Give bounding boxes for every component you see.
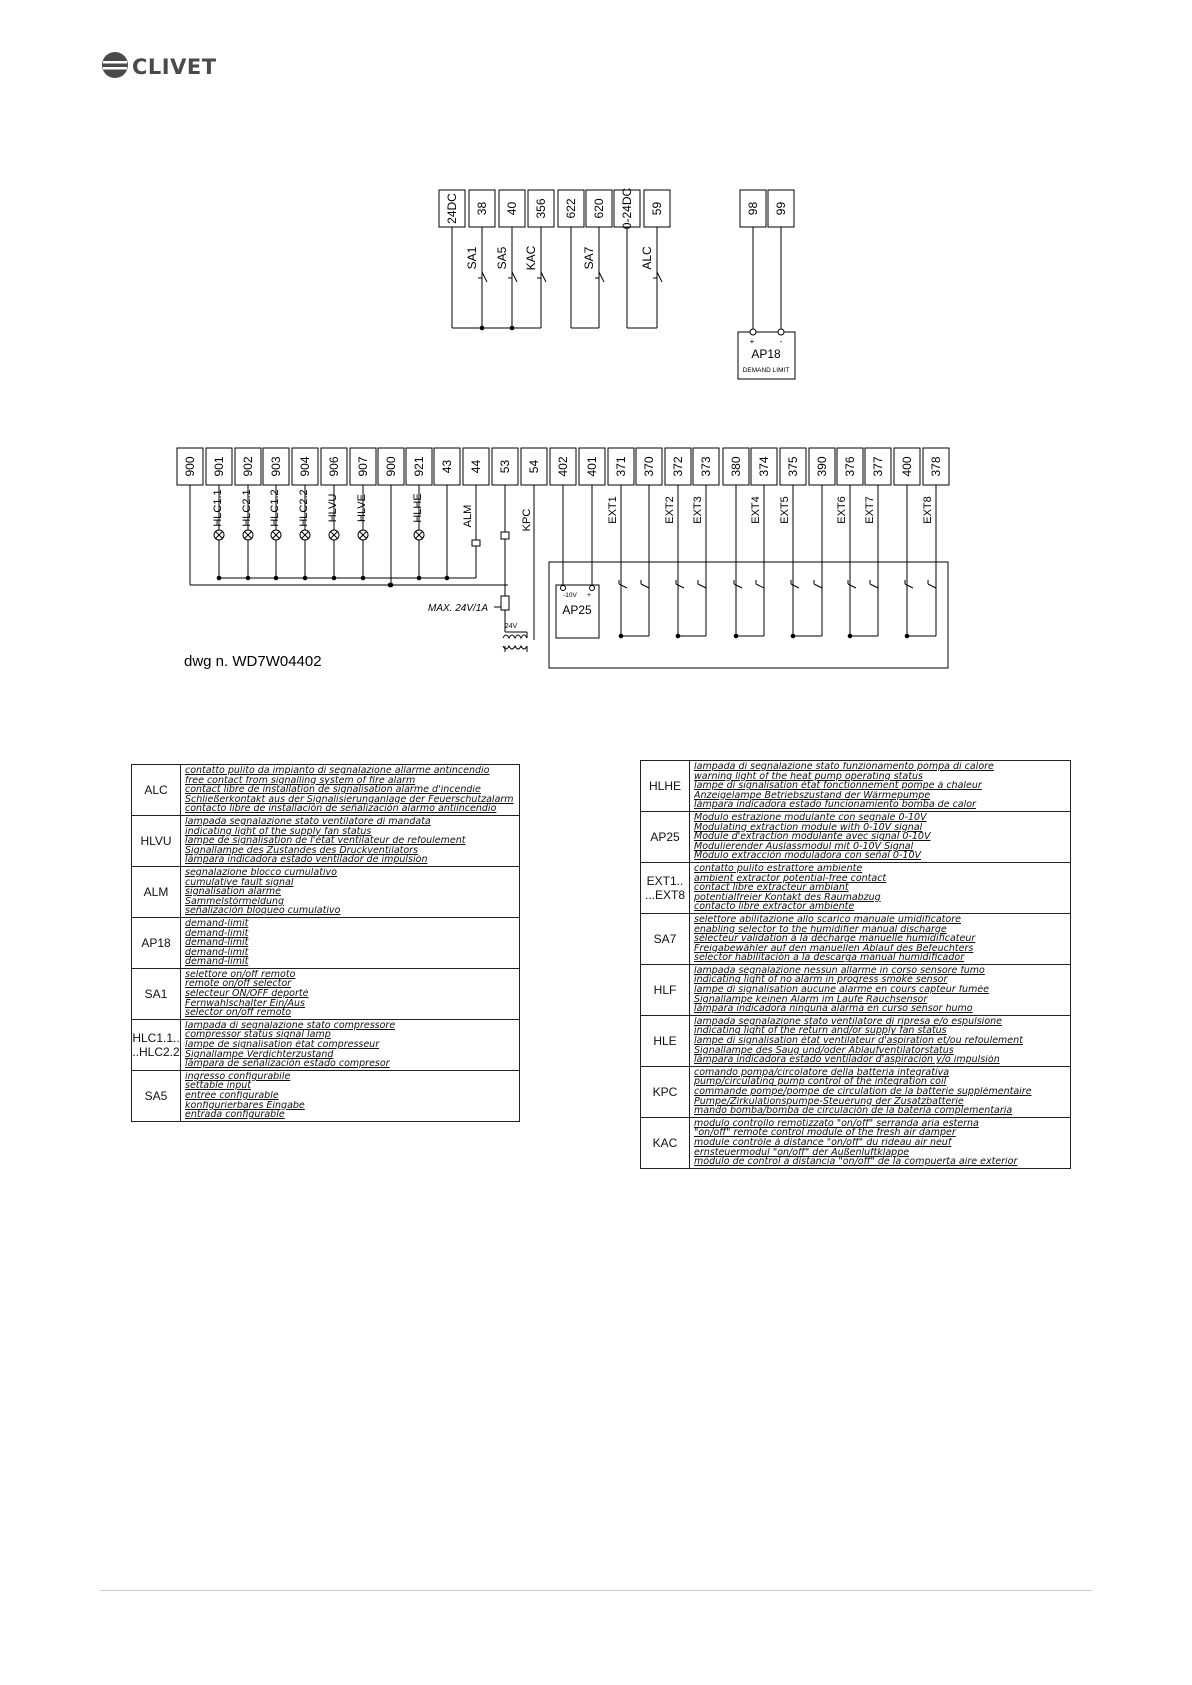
legend-code: HLHE [641,761,690,812]
junction-dot [480,326,484,330]
legend-description-line: indicating light of the supply fan status [185,826,372,837]
lamp-label: HLVE [356,494,368,522]
lamp-label: HLC1.2 [269,489,281,527]
pin-icon [561,586,566,591]
top-left-circuit [439,187,670,329]
pin-label: + [586,592,592,599]
legend-description [181,866,520,917]
legend-description-line: modulo controllo remotizzato "on/off" serranda aria esterna [694,1118,979,1129]
terminal-number: 400 [900,456,914,477]
ap18-label: AP18 [751,347,781,361]
terminal-number: 0-24DC [620,187,634,230]
legend-description-line: Modulo estrazione modulante con segnale 0-10V [694,812,927,823]
lamp-label: HLHE [412,493,424,523]
terminal-number: 377 [871,456,885,477]
legend-description [690,964,1071,1015]
legend-description-line: segnalazione blocco cumulativo [185,867,337,878]
terminal-number: 375 [786,456,800,477]
ext-label: EXT6 [836,496,848,524]
legend-description-line: lampe di signalisation état ventilateur d'aspiration et/ou refoulement [694,1036,1023,1046]
legend-description-line: demand-limit [185,947,249,958]
legend-description-line: Modulierender Auslassmodul mit 0-10V Signal [694,841,914,852]
pin-icon [778,329,784,335]
legend-row [132,866,520,917]
legend-description-line: Modulating extraction module with 0-10V signal [694,822,923,833]
terminal-number: 901 [212,456,226,477]
legend-description-line: lampada segnalazione stato ventilatore di ripresa e/o espulsione [694,1016,1002,1027]
junction-dot [791,634,795,638]
junction-dot [619,634,623,638]
legend-description-line: indicating light of the return and/or supply fan status [694,1026,947,1037]
terminal-number: 900 [183,456,197,477]
terminal-number: 54 [527,459,541,474]
legend-description-line: pump/circulating pump control of the integration coil [694,1077,947,1087]
legend-description-line: signalisation alarme [185,887,282,897]
legend-description-line: lampe di signalisation état fonctionnement pompe à chaleur [694,781,982,791]
legend-description-line: selettore abilitazione allo scarico manuale umidificatore [694,914,961,925]
transformer-label: 24V [504,623,518,630]
bottom-circuit [177,448,949,668]
legend-code: KAC [641,1117,690,1168]
terminal-number: 622 [564,198,578,219]
junction-dot [510,326,514,330]
junction-dot [676,634,680,638]
switch-contact-icon [756,584,764,588]
terminal-number: 907 [356,456,370,477]
terminal-number: 380 [729,456,743,477]
switch-contact-icon [541,272,546,282]
legend-code: SA7 [641,913,690,964]
terminal-number: 906 [327,456,341,477]
legend-code: AP18 [132,917,181,968]
lamp-label: HLC2.1 [241,489,253,527]
terminal-number: 53 [498,459,512,474]
legend-description-line: Módulo extracción moduladora con señal 0-10V [694,851,921,861]
terminal-number: 98 [746,201,760,216]
pin-label: - [779,337,783,346]
switch-label: SA5 [495,246,509,270]
legend-description-line: compressor status signal lamp [185,1030,331,1041]
legend-description-line: warning light of the heat pump operating status [694,771,923,782]
lamp-label: HLC1.1 [212,489,224,527]
pin-label: + [749,337,755,346]
legend-row [641,862,1071,913]
legend-description-line: Pumpe/Zirkulationspumpe-Steuerung der Zusatzbatterie [694,1096,964,1107]
legend-code: HLF [641,964,690,1015]
legend-row [132,1070,520,1121]
switch-contact-icon [734,584,742,588]
junction-dot [361,576,365,580]
terminal-number: 401 [585,456,599,477]
junction-dot [848,634,852,638]
legend-row [132,765,520,816]
legend-description-line: Module d'extraction modulante avec signal 0-10V [694,832,931,842]
legend-description-line: contatto pulito estrattore ambiente [694,863,863,874]
switch-contact-icon [814,584,822,588]
terminal-number: 373 [699,456,713,477]
junction-dot [417,576,421,580]
legend-description-line: ernsteuermodul "on/off" der Außenluftklappe [694,1147,910,1158]
fuse-icon [501,596,509,610]
legend-row [641,761,1071,812]
legend-description-line: lampe de signalisation état compresseur [185,1040,380,1050]
legend-row [132,1019,520,1070]
junction-dot [217,576,221,580]
legend-description-line: entrada configurable [185,1110,285,1120]
legend-table-right [640,760,1071,1169]
terminal-number: 378 [929,456,943,477]
legend-description-line: demand-limit [185,928,249,939]
legend-description-line: lampada di segnalazione stato compressore [185,1020,396,1031]
legend-description-line: comando pompa/circolatore della batteria integrativa [694,1067,950,1078]
legend-description-line: free contact from signalling system of fire alarm [185,775,416,786]
switch-contact-icon [905,584,913,588]
ext-label: EXT3 [692,496,704,524]
legend-row [641,913,1071,964]
legend-description-line: lampada di segnalazione stato funzionamento pompa di calore [694,762,994,772]
switch-contact-icon [512,272,517,282]
legend-description-line: módulo de control a distancia "on/off" de la compuerta aire exterior [694,1157,1018,1167]
switch-contact-icon [791,584,799,588]
legend-code: HLVU [132,815,181,866]
legend-description-line: lámpara indicadora estado ventilador d'aspiración y/o impulsión [694,1055,1000,1065]
pin-label: -10V [563,592,577,599]
terminal-number: 43 [440,459,454,474]
junction-dot [274,576,278,580]
terminal-number: 376 [843,456,857,477]
legend-description-line: Signallampe keinen Alarm im Laufe Rauchsensor [694,994,928,1005]
ext-label: EXT8 [922,496,934,524]
lamp-label: HLVU [327,493,339,523]
terminal-number: 372 [671,456,685,477]
junction-dot [905,634,909,638]
legend-description-line: entrée configurable [185,1091,279,1101]
terminal-number: 99 [774,201,788,216]
legend-description-line: selector on/off remoto [185,1008,292,1018]
ap25-label: AP25 [562,603,592,617]
legend-description-line: Anzeigelampe Betriebszustand der Wärmepumpe [694,790,931,801]
junction-dot [303,576,307,580]
ext-label: EXT2 [664,496,676,524]
legend-description [690,913,1071,964]
drawing-number: dwg n. WD7W04402 [184,653,322,670]
terminal-number: 902 [241,456,255,477]
junction-dot [389,583,393,587]
junction-dot [246,576,250,580]
alarm-label: ALM [462,504,474,528]
legend-description [181,968,520,1019]
terminal-number: 390 [815,456,829,477]
legend-description [181,1019,520,1070]
switch-contact-icon [870,584,878,588]
legend-code: HLC1.1.. ..HLC2.2 [132,1019,181,1070]
legend-description-line: lampe de signalisation de l'état ventilateur de refoulement [185,836,466,846]
legend-description-line: lampada segnalazione nessun allarme in corso sensore fumo [694,965,985,976]
legend-row [641,1066,1071,1117]
legend-row [132,815,520,866]
wiring-diagram [0,0,1192,690]
top-right-circuit [738,190,795,379]
switch-contact-icon [641,584,649,588]
terminal-number: 904 [298,456,312,477]
legend-row [641,1015,1071,1066]
ext-label: EXT5 [779,496,791,524]
switch-label: SA7 [582,246,596,270]
ext-enclosure [549,562,948,668]
legend-description-line: module contrôle à distance "on/off" du rideau air neuf [694,1137,952,1148]
legend-description-line: Signallampe des Saug und/oder Ablaufventilatorstatus [694,1045,954,1056]
legend-description-line: "on/off" remote control module of the fresh air damper [694,1128,956,1138]
legend-description-line: lámpara de señalización estado compresor [185,1059,390,1069]
legend-code: AP25 [641,811,690,862]
legend-table-left [131,764,520,1122]
legend-description-line: contact libre de installation de signalisation alarme d'incendie [185,785,481,795]
transformer-coil-icon [503,635,527,638]
legend-description-line: lámpara indicadora ninguna alarma en curso sensor humo [694,1004,973,1014]
legend-code: SA5 [132,1070,181,1121]
terminal-number: 900 [384,456,398,477]
legend-description-line: lampe di signalisation aucune alarme en cours capteur fumée [694,985,990,995]
legend-description-line: settable input [185,1081,252,1091]
switch-contact-icon [698,584,706,588]
transformer-coil-icon [503,646,527,649]
legend-description-line: lámpara indicadora estado ventilador de impulsión [185,855,428,865]
legend-row [641,811,1071,862]
switch-contact-icon [482,272,487,282]
terminal-number: 38 [475,201,489,216]
terminal-number: 44 [469,459,483,474]
legend-description [181,1070,520,1121]
switch-contact-icon [599,272,604,282]
legend-description-line: mando bomba/bomba de circulación de la batería complementaria [694,1106,1013,1116]
legend-description-line: remote on/off selector [185,979,292,990]
legend-description [181,917,520,968]
legend-code: KPC [641,1066,690,1117]
pin-icon [750,329,756,335]
terminal-number: 370 [642,456,656,477]
legend-code: SA1 [132,968,181,1019]
junction-dot [734,634,738,638]
ap18-sublabel: DEMAND LIMIT [742,367,790,374]
legend-description-line: Signallampe des Zustandes des Druckventilators [185,845,419,856]
terminal-number: 40 [505,201,519,216]
terminal-number: 356 [534,198,548,219]
legend-code: HLE [641,1015,690,1066]
legend-description-line: konfigurierbares Eingabe [185,1100,305,1111]
legend-description-line: lámpara indicadora estado funcionamiento bomba de calor [694,800,976,810]
legend-description-line: demand-limit [185,918,249,929]
legend-description-line: potentialfreier Kontakt des Raumabzug [694,892,881,903]
legend-description-line: demand-limit [185,957,249,967]
legend-description [690,1117,1071,1168]
legend-description-line: selector habilitación a la descarga manual humidificador [694,953,965,963]
switch-contact-icon [619,584,627,588]
legend-description [690,1066,1071,1117]
legend-code: EXT1.. ...EXT8 [641,862,690,913]
legend-code: ALC [132,765,181,816]
legend-description-line: contacto libre de installación de señalización alarmo antiincendio [185,804,497,814]
legend-description-line: contacto libre extractor ambiente [694,902,855,912]
lamp-label: HLC2.2 [298,489,310,527]
legend-description [181,815,520,866]
kpc-label: KPC [521,508,533,532]
legend-description [690,862,1071,913]
legend-description [690,761,1071,812]
legend-description-line: Signallampe Verdichterzustand [185,1049,334,1060]
legend-description-line: cumulative fault signal [185,877,294,888]
legend-row [641,964,1071,1015]
legend-description-line: selettore on/off remoto [185,969,296,980]
alarm-icon [472,540,480,546]
legend-description-line: indicating light of no alarm in progress smoke sensor [694,975,948,986]
legend-description-line: demand-limit [185,938,249,948]
terminal-number: 921 [412,456,426,477]
junction-dot [332,576,336,580]
legend-code: ALM [132,866,181,917]
terminal-number: 371 [614,456,628,477]
legend-description-line: commande pompe/pompe de circulation de la batterie supplémentaire [694,1087,1032,1097]
terminal-number: 59 [650,201,664,216]
ext-label: EXT1 [607,496,619,524]
switch-label: ALC [640,246,654,270]
legend-description-line: Sammelstörmeldung [185,896,285,907]
relay-coil-icon [501,532,509,539]
terminal-number: 374 [757,456,771,477]
clivet-wordmark: CLIVET [132,55,217,79]
switch-contact-icon [928,584,936,588]
legend-description-line: Freigabewähler auf den manuellen Ablauf des Befeuchters [694,943,974,954]
legend-description [690,811,1071,862]
pin-icon [590,586,595,591]
switch-contact-icon [657,272,662,282]
legend-description-line: lampada segnalazione stato ventilatore di mandata [185,816,431,827]
terminal-number: 24DC [445,193,459,224]
footer-divider [100,1590,1092,1591]
switch-contact-icon [848,584,856,588]
switch-contact-icon [676,584,684,588]
legend-description-line: señalización bloqueo cumulativo [185,906,341,916]
legend-description-line: enabling selector to the humidifier manual discharge [694,924,947,935]
terminal-number: 620 [592,198,606,219]
legend-description-line: ambient extractor potential-free contact [694,873,887,884]
power-note: MAX. 24V/1A [428,603,489,614]
legend-row [641,1117,1071,1168]
legend-description-line: contatto pulito da impianto di segnalazione allarme antincendio [185,766,490,776]
legend-description-line: contact libre extracteur ambiant [694,883,849,893]
terminal-number: 903 [269,456,283,477]
legend-description-line: Schließerkontakt aus der Signalisierunganlage der Feuerschutzalarm [185,794,514,805]
legend-description-line: Fernwahlschalter Ein/Aus [185,998,305,1009]
ext-label: EXT7 [864,496,876,524]
ext-label: EXT4 [750,496,762,524]
legend-description-line: sélecteur validation à la décharge manuelle humidificateur [694,934,976,944]
legend-description-line: ingresso configurabile [185,1071,291,1082]
legend-description [690,1015,1071,1066]
terminal-number: 402 [556,456,570,477]
switch-label: SA1 [465,246,479,270]
legend-description [181,765,520,816]
legend-description-line: sélecteur ON/OFF déporté [185,989,309,999]
legend-row [132,917,520,968]
legend-row [132,968,520,1019]
switch-label: KAC [524,245,538,271]
